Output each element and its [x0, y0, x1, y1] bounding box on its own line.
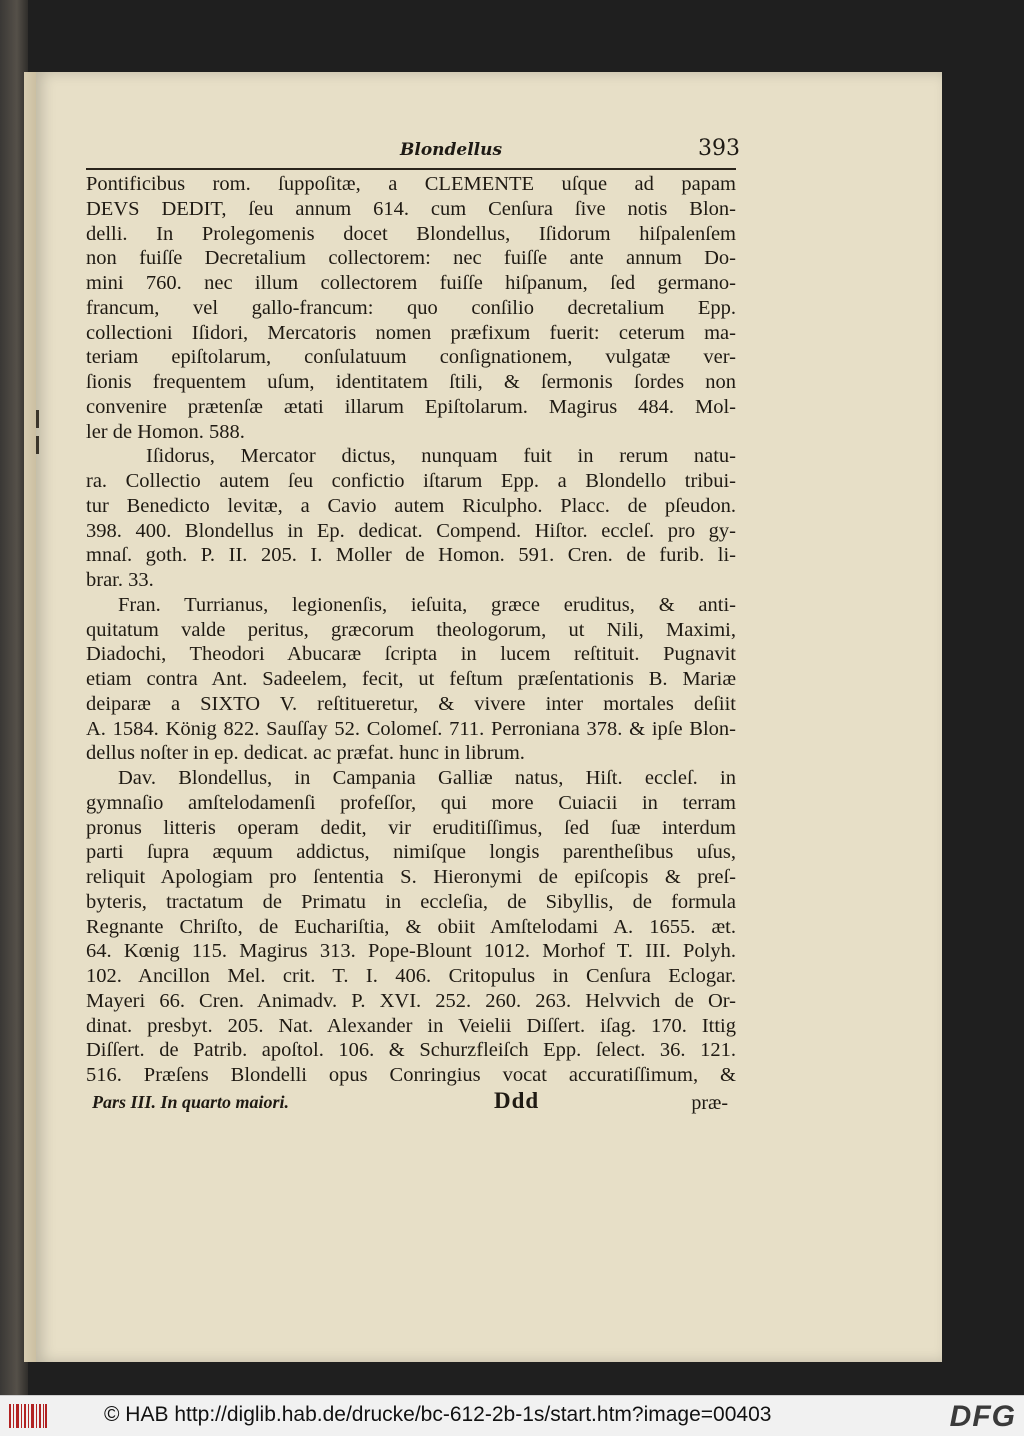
- viewer-bottom-bar: [0, 1395, 1024, 1436]
- text-line: ler de Homon. 588.: [86, 420, 245, 443]
- signature-mark: Ddd: [494, 1088, 540, 1113]
- text-line: 516. Præſens Blondelli opus Conringius vocat accuratiſſimum, &: [86, 1064, 736, 1086]
- text-line: deiparæ a SIXTO V. reſtitueretur, & vivere inter mortales deſiit: [86, 692, 736, 715]
- margin-mark: [36, 410, 39, 428]
- text-line: Fran. Turrianus, legionenſis, ieſuita, græce eruditus, & anti-: [118, 593, 736, 616]
- text-line: ra. Collectio autem ſeu confictio iſtarum Epp. a Blondello tribui-: [86, 470, 736, 492]
- text-line: brar. 33.: [86, 569, 154, 591]
- text-line: A. 1584. König 822. Sauſſay 52. Colomeſ. 711. Perroniana 378. & ipſe Blon-: [86, 717, 736, 740]
- text-line: byteris, tractatum de Primatu in eccleſia, de Sibyllis, de formula: [86, 890, 736, 913]
- text-line: reliquit Apologiam pro ſententia S. Hieronymi de epiſcopis & preſ-: [86, 866, 736, 888]
- copyright-link[interactable]: © HAB http://diglib.hab.de/drucke/bc-612-2b-1s/start.htm?image=00403: [104, 1403, 772, 1426]
- text-line: Mayeri 66. Cren. Animadv. P. XVI. 252. 260. 263. Helvvich de Or-: [86, 989, 736, 1012]
- page-footer: [86, 1088, 736, 1122]
- text-line: ſionis frequentem uſum, identitatem ſtili, & ſermonis ſordes non: [86, 371, 736, 393]
- dfg-logo: DFG: [949, 1400, 1016, 1433]
- text-line: delli. In Prolegomenis docet Blondellus, Iſidorum hiſpalenſem: [86, 222, 736, 245]
- text-line: non fuiſſe Decretalium collectorem: nec fuiſſe ante annum Do-: [86, 247, 736, 270]
- text-line: etiam contra Ant. Sadeelem, fecit, ut feſtum præſentationis B. Mariæ: [86, 668, 736, 690]
- text-line: Pontificibus rom. ſuppoſitæ, a CLEMENTE uſque ad papam: [86, 173, 736, 195]
- text-line: mnaſ. goth. P. II. 205. I. Moller de Homon. 591. Cren. de furib. li-: [86, 544, 736, 567]
- header-rule: [86, 168, 736, 170]
- text-line: DEVS DEDIT, ſeu annum 614. cum Cenſura ſive notis Blon-: [86, 197, 736, 220]
- text-line: pronus litteris operam dedit, vir eruditiſſimus, ſed ſuæ interdum: [86, 816, 736, 839]
- barcode-icon: [8, 1402, 48, 1430]
- text-line: teriam epiſtolarum, conſulatuum conſignationem, vulgatæ ver-: [86, 346, 736, 369]
- text-line: dellus noſter in ep. dedicat. ac præfat. hunc in librum.: [86, 742, 525, 765]
- text-line: Diſſert. de Patrib. apoſtol. 106. & Schurzfleiſch Epp. ſelect. 36. 121.: [86, 1039, 736, 1062]
- text-line: mini 760. nec illum collectorem fuiſſe hiſpanum, ſed germano-: [86, 272, 736, 294]
- text-line: Iſidorus, Mercator dictus, nunquam fuit in rerum natu-: [146, 445, 736, 468]
- running-title: Blondellus: [400, 140, 503, 160]
- text-line: 102. Ancillon Mel. crit. T. I. 406. Critopulus in Cenſura Eclogar.: [86, 965, 736, 987]
- text-line: Regnante Chriſto, de Euchariſtia, & obiit Amſtelodami A. 1655. æt.: [86, 915, 736, 938]
- page-number: 393: [698, 136, 740, 161]
- text-line: dinat. presbyt. 205. Nat. Alexander in Veielii Diſſert. iſag. 170. Ittig: [86, 1014, 736, 1037]
- text-line: 64. Kœnig 115. Magirus 313. Pope-Blount 1012. Morhof T. III. Polyh.: [86, 940, 736, 963]
- text-line: Dav. Blondellus, in Campania Galliæ natus, Hiſt. eccleſ. in: [118, 767, 736, 789]
- margin-mark: [36, 436, 39, 454]
- text-line: convenire prætenſæ ætati illarum Epiſtolarum. Magirus 484. Mol-: [86, 395, 736, 418]
- text-line: francum, vel gallo-francum: quo conſilio decretalium Epp.: [86, 296, 736, 319]
- signature-note: Pars III. In quarto maiori.: [92, 1092, 290, 1112]
- text-line: parti ſupra æquum addictus, nimiſque longis parentheſibus uſus,: [86, 841, 736, 864]
- text-line: Diadochi, Theodori Abucaræ ſcripta in lucem reſtituit. Pugnavit: [86, 643, 736, 666]
- body-text: [86, 172, 736, 1088]
- text-line: collectioni Iſidori, Mercatoris nomen præfixum fuerit: ceterum ma-: [86, 321, 736, 344]
- catchword: præ-: [691, 1092, 728, 1114]
- text-line: 398. 400. Blondellus in Ep. dedicat. Compend. Hiſtor. eccleſ. pro gy-: [86, 519, 736, 542]
- page-header: [80, 136, 740, 166]
- text-line: tur Benedicto levitæ, a Cavio autem Riculpho. Placc. de pſeudon.: [86, 494, 736, 517]
- text-line: gymnaſio amſtelodamenſi profeſſor, qui more Cuiacii in terram: [86, 791, 736, 814]
- text-line: quitatum valde peritus, græcorum theologorum, ut Nili, Maximi,: [86, 618, 736, 641]
